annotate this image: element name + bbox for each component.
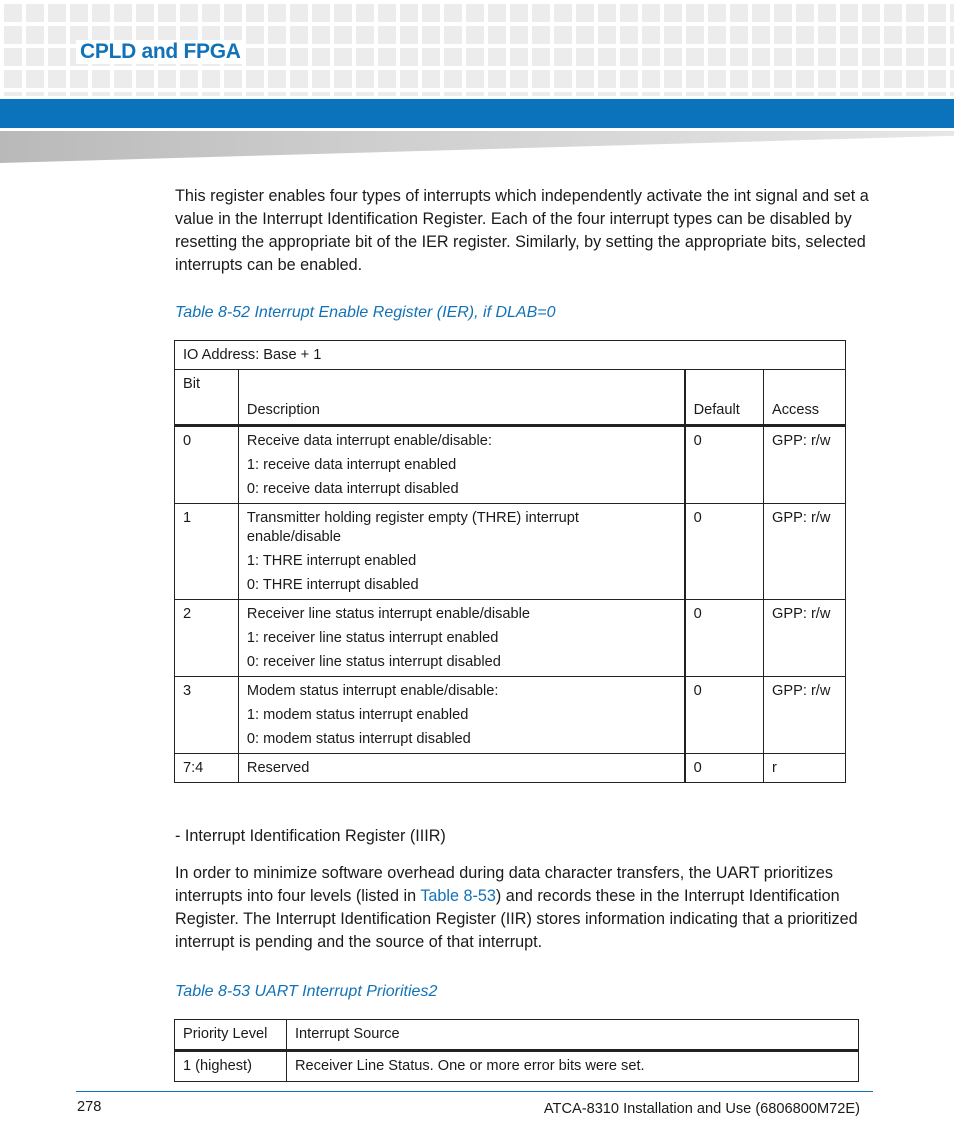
bit-cell: 3 xyxy=(175,677,239,754)
io-address-cell: IO Address: Base + 1 xyxy=(175,341,846,370)
description-line: 0: modem status interrupt disabled xyxy=(246,731,471,747)
default-cell: 0 xyxy=(685,600,764,677)
table-row xyxy=(175,677,846,754)
table-header-row xyxy=(175,1020,859,1051)
description-cell xyxy=(238,426,684,504)
section-heading: - Interrupt Identification Register (IIIR) xyxy=(175,827,446,845)
document-title: ATCA-8310 Installation and Use (6806800M72E) xyxy=(543,1101,860,1117)
footer-rule xyxy=(76,1091,873,1092)
default-cell: 0 xyxy=(685,754,764,783)
intro-paragraph: This register enables four types of interrupts which independently activate the int signal and set a value in the Interrupt Identification Register. Each of the four interrupt types can be disabled by resetting the appropriate bit of the IER register. Similarly, by setting the appropriate bits, selected interrupts can be enabled. xyxy=(175,187,869,274)
access-cell: GPP: r/w xyxy=(764,504,846,600)
uart-priorities-table xyxy=(174,1019,859,1082)
description-line: 1: receive data interrupt enabled xyxy=(246,457,457,473)
header-blue-bar xyxy=(0,99,954,128)
access-cell: GPP: r/w xyxy=(764,600,846,677)
paragraph-text: In order to minimize software overhead during data character transfers, the UART prioritizes interrupts into four levels (listed in xyxy=(175,864,833,905)
source-cell: Receiver Line Status. One or more error bits were set. xyxy=(287,1051,859,1082)
table-row xyxy=(175,426,846,504)
header-bit: Bit xyxy=(175,370,239,426)
access-cell: GPP: r/w xyxy=(764,677,846,754)
page-number: 278 xyxy=(77,1099,102,1115)
paragraph-text: ) and records these in the Interrupt Identification Register. The Interrupt Identification Register (IIR) stores information indicating that a prioritized interrupt is pending and the source of that interrupt. xyxy=(175,887,858,951)
uart-paragraph xyxy=(175,862,875,954)
bit-cell: 2 xyxy=(175,600,239,677)
default-cell: 0 xyxy=(685,677,764,754)
default-cell: 0 xyxy=(685,426,764,504)
description-cell xyxy=(238,754,684,783)
table-8-52-caption: Table 8-52 Interrupt Enable Register (IER), if DLAB=0 xyxy=(175,304,556,321)
description-cell xyxy=(238,677,684,754)
description-line: Receiver line status interrupt enable/disable xyxy=(246,606,531,622)
table-row xyxy=(175,1051,859,1082)
header-interrupt-source: Interrupt Source xyxy=(287,1020,859,1051)
header-description: Description xyxy=(238,370,684,426)
table-row xyxy=(175,754,846,783)
description-line: 1: THRE interrupt enabled xyxy=(246,553,417,569)
table-row xyxy=(175,600,846,677)
default-cell: 0 xyxy=(685,504,764,600)
ier-register-table xyxy=(174,340,846,783)
description-line: Receive data interrupt enable/disable: xyxy=(246,433,492,449)
header-priority-level: Priority Level xyxy=(175,1020,287,1051)
description-line: 1: receiver line status interrupt enabled xyxy=(246,630,499,646)
description-cell xyxy=(238,504,684,600)
description-cell xyxy=(238,600,684,677)
description-line: 1: modem status interrupt enabled xyxy=(246,707,469,723)
access-cell: r xyxy=(764,754,846,783)
bit-cell: 1 xyxy=(175,504,239,600)
table-header-row xyxy=(175,370,846,426)
table-row xyxy=(175,504,846,600)
description-line: Reserved xyxy=(246,760,310,776)
priority-cell: 1 (highest) xyxy=(175,1051,287,1082)
header-access: Access xyxy=(764,370,846,426)
bit-cell: 7:4 xyxy=(175,754,239,783)
description-line: 0: receive data interrupt disabled xyxy=(246,481,459,497)
table-8-53-link[interactable]: Table 8-53 xyxy=(420,887,496,905)
access-cell: GPP: r/w xyxy=(764,426,846,504)
header-default: Default xyxy=(685,370,764,426)
description-line: Transmitter holding register empty (THRE) interrupt enable/disable xyxy=(246,510,579,545)
table-8-53-caption: Table 8-53 UART Interrupt Priorities2 xyxy=(175,983,438,1000)
header-grey-wedge xyxy=(0,131,954,163)
description-line: Modem status interrupt enable/disable: xyxy=(246,683,499,699)
description-line: 0: THRE interrupt disabled xyxy=(246,577,419,593)
description-line: 0: receiver line status interrupt disabled xyxy=(246,654,501,670)
bit-cell: 0 xyxy=(175,426,239,504)
chapter-title: CPLD and FPGA xyxy=(76,40,245,64)
